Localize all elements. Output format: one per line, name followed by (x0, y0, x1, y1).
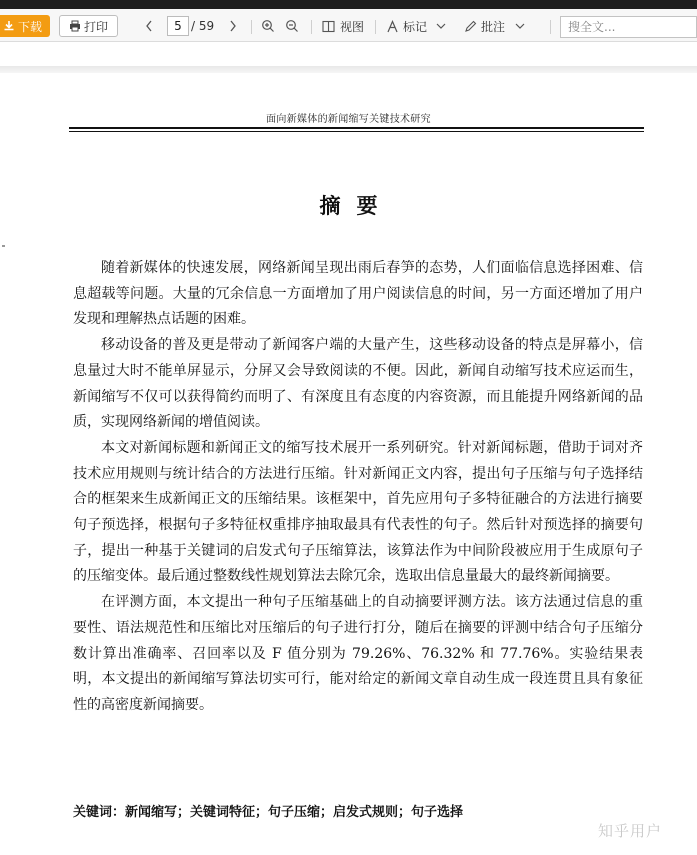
header-rule-thick (69, 127, 644, 129)
abstract-title: 摘要 (319, 194, 394, 218)
chevron-left-icon (145, 20, 153, 32)
abstract-paragraph: 本文对新闻标题和新闻正文的缩写技术展开一系列研究。针对新闻标题，借助于词对齐技术应用规则与统计结合的方法进行压缩。针对新闻正文内容，提出句子压缩与句子选择结合的框架来生成新闻正文的压缩结果。该框架中，首先应用句子多特征融合的方法进行摘要句子预选择，根据句子多特征权重排序抽取最具有代表性的句子。然后针对预选择的摘要句子，提出一种基于关键词的启发式句子压缩算法，该算法作为中间阶段被应用于生成原句子的压缩变体。最后通过整数线性规划算法去除冗余，选取出信息量最大的最终新闻摘要。 (73, 439, 643, 585)
page-number-input[interactable]: 5 (167, 16, 189, 36)
previous-page-remnant (62, 37, 126, 44)
annotate-label: 批注 (481, 19, 506, 34)
watermark: 知乎用户 (598, 822, 663, 840)
chevron-down-icon (515, 23, 525, 30)
zoom-in-icon (261, 19, 275, 33)
zoom-out-icon (285, 19, 299, 33)
view-label: 视图 (340, 19, 365, 34)
document-page (0, 73, 697, 855)
abstract-body (73, 256, 643, 719)
view-button[interactable] (322, 15, 364, 37)
print-button[interactable] (59, 15, 118, 37)
printer-icon (69, 20, 81, 32)
next-page-button[interactable] (226, 15, 240, 37)
view-icon (322, 20, 335, 33)
window-top-strip (0, 0, 697, 9)
keywords-line: 关键词：新闻缩写；关键词特征；句子压缩；启发式规则；句子选择 (73, 805, 464, 820)
prev-page-button[interactable] (142, 15, 156, 37)
download-button[interactable] (0, 15, 50, 37)
zoom-out-button[interactable] (285, 15, 299, 37)
toolbar-separator (251, 20, 252, 34)
page-shadow (0, 66, 697, 73)
chevron-right-icon (229, 20, 237, 32)
annotate-button[interactable] (464, 15, 525, 37)
toolbar-separator (550, 20, 551, 34)
mark-label: 标记 (403, 19, 428, 34)
fulltext-search-input[interactable]: 搜全文... (560, 16, 697, 38)
chevron-down-icon (436, 23, 446, 30)
abstract-paragraph: 移动设备的普及更是带动了新闻客户端的大量产生，这些移动设备的特点是屏幕小，信息量过大时不能单屏显示，分屏又会导致阅读的不便。因此，新闻自动缩写技术应运而生，新闻缩写不仅可以获得简约而明了、有深度且有态度的内容资源，而且能提升网络新闻的品质，实现网络新闻的增值阅读。 (73, 337, 643, 431)
toolbar-separator (375, 20, 376, 34)
abstract-paragraph: 在评测方面，本文提出一种句子压缩基础上的自动摘要评测方法。该方法通过信息的重要性、语法规范性和压缩比对压缩后的句子进行打分，随后在摘要的评测中结合句子压缩分数计算出准确率、召回率以及 F 值分别为 79.26%、76.32% 和 77.76%。实验结果表明，本文提出的新闻缩写算法切实可行，能对给定的新闻文章自动生成一段连贯且具有象征性的高密度新闻摘要。 (73, 594, 643, 713)
header-rule-thin (69, 131, 644, 132)
print-label: 打印 (83, 19, 108, 34)
page-total: / 59 (191, 19, 215, 33)
mark-button[interactable] (386, 15, 446, 37)
download-label: 下载 (18, 19, 43, 34)
scan-speck (2, 245, 5, 247)
running-head: 面向新媒体的新闻缩写关键技术研究 (266, 114, 431, 125)
highlight-icon (386, 20, 399, 33)
toolbar-separator (311, 20, 312, 34)
zoom-in-button[interactable] (261, 15, 275, 37)
pen-icon (464, 20, 477, 33)
abstract-paragraph: 随着新媒体的快速发展，网络新闻呈现出雨后春笋的态势，人们面临信息选择困难、信息超载等问题。大量的冗余信息一方面增加了用户阅读信息的时间，另一方面还增加了用户发现和理解热点话题的困难。 (73, 260, 643, 328)
download-icon (3, 20, 15, 32)
